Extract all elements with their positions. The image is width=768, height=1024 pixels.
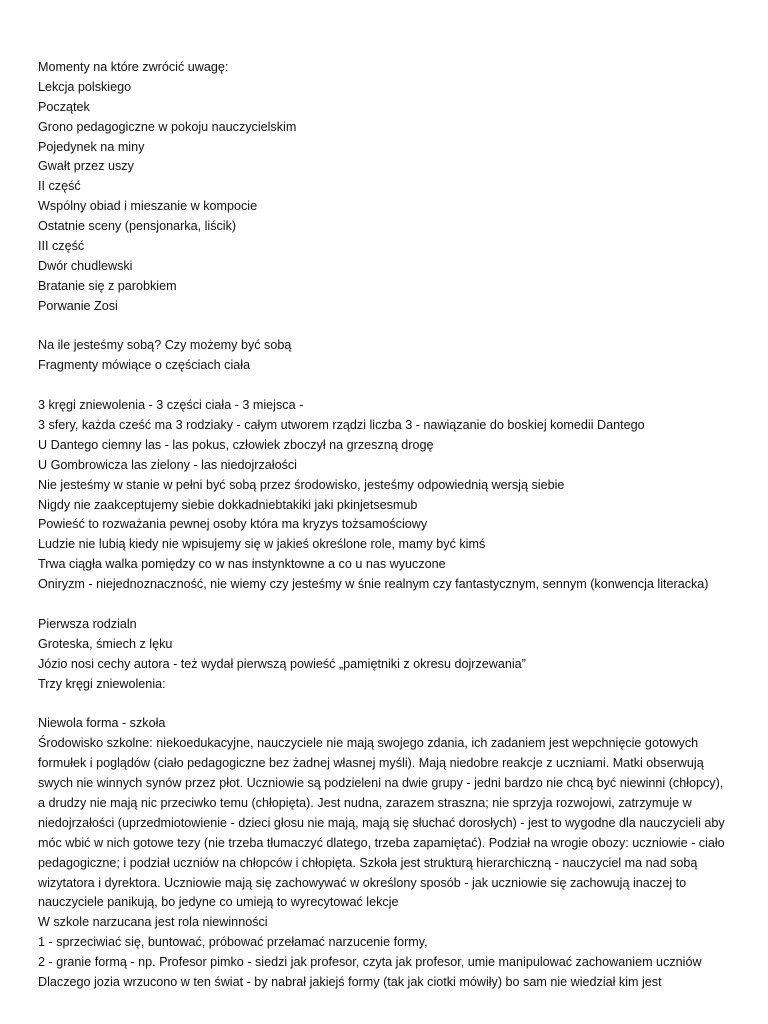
text-line: 3 sfery, każda cześć ma 3 rodziaky - całym utworem rządzi liczba 3 - nawiązanie do boskiej komedii Dantego <box>38 418 645 433</box>
text-line: Powieść to rozważania pewnej osoby która ma kryzys tożsamościowy <box>38 517 428 532</box>
text-line: Trwa ciągła walka pomiędzy co w nas instynktowne a co u nas wyuczone <box>38 557 446 572</box>
blank-line <box>38 595 738 615</box>
text-line: Ludzie nie lubią kiedy nie wpisujemy się w jakieś określone role, mamy być kimś <box>38 537 486 552</box>
document-page <box>38 58 738 993</box>
text-line: Niewola forma - szkoła <box>38 716 166 731</box>
text-line: Groteska, śmiech z lęku <box>38 636 173 651</box>
text-line: 2 - granie formą - np. Profesor pimko - siedzi jak profesor, czyta jak profesor, umie manipulować zachowaniem uczniów <box>38 955 702 970</box>
text-line: Początek <box>38 99 90 114</box>
text-line: Dwór chudlewski <box>38 258 133 273</box>
text-line: Oniryzm - niejednoznaczność, nie wiemy czy jesteśmy w śnie realnym czy fantastycznym, sennym (konwencja literacka) <box>38 577 709 592</box>
text-line: nauczyciele panikują, bo jedyne co umieją to wyrecytować lekcje <box>38 895 399 910</box>
text-line: pedagogiczne; i podział uczniów na chłopców i chłopięta. Szkoła jest strukturą hierarchiczną - nauczyciel ma nad sobą <box>38 855 698 870</box>
text-line: III część <box>38 239 85 254</box>
text-line: II część <box>38 179 81 194</box>
text-line: Józio nosi cechy autora - też wydał pierwszą powieść „pamiętniki z okresu dojrzewania” <box>38 656 526 671</box>
text-line: a drudzy nie mają nic przeciwko temu (chłopięta). Jest nudna, zarazem straszna; nie sprzyja rozwojowi, zatrzymuje w <box>38 795 692 810</box>
text-line: U Dantego ciemny las - las pokus, człowiek zboczył na grzeszną drogę <box>38 437 434 452</box>
text-line: wizytatora i dyrektora. Uczniowie mają się zachowywać w określony sposób - jak uczniowie się zachowują inaczej to <box>38 875 687 890</box>
text-line: W szkole narzucana jest rola niewinności <box>38 915 268 930</box>
text-line: 3 kręgi zniewolenia - 3 części ciała - 3 miejsca - <box>38 398 304 413</box>
text-line: móc wbić w nich gotowe tezy (nie trzeba tłumaczyć dlatego, trzeba zapamiętać). Podział na wrogie obozy: uczniowie - ciało <box>38 835 725 850</box>
text-line: formułek i poglądów (ciało pedagogiczne bez żadnej własnej myśli). Mają niedobre reakcje z uczniami. Matki obserwują <box>38 756 704 771</box>
blank-line <box>38 376 738 396</box>
text-line: Nigdy nie zaakceptujemy siebie dokkadniebtakiki jaki pkinjetsesmub <box>38 497 418 512</box>
text-line: Pojedynek na miny <box>38 139 145 154</box>
text-line: niedojrzałości (uprzedmiotowienie - dzieci głosu nie mają, mają się słuchać dorosłych) - jest to wygodne dla nauczycieli aby <box>38 815 725 830</box>
text-line: Porwanie Zosi <box>38 298 118 313</box>
blank-line <box>38 317 738 337</box>
blank-line <box>38 695 738 715</box>
text-line: Nie jesteśmy w stanie w pełni być sobą przez środowisko, jesteśmy odpowiednią wersją siebie <box>38 477 565 492</box>
text-line: Pierwsza rodzialn <box>38 616 137 631</box>
text-line: Fragmenty mówiące o częściach ciała <box>38 358 251 373</box>
text-line: Momenty na które zwrócić uwagę: <box>38 60 229 74</box>
text-line: Na ile jesteśmy sobą? Czy możemy być sobą <box>38 338 292 353</box>
text-line: Gwałt przez uszy <box>38 159 134 174</box>
text-line: Bratanie się z parobkiem <box>38 278 177 293</box>
text-line: Lekcja polskiego <box>38 79 132 94</box>
text-line: U Gombrowicza las zielony - las niedojrzałości <box>38 457 297 472</box>
text-line: Trzy kręgi zniewolenia: <box>38 676 166 691</box>
text-line: Wspólny obiad i mieszanie w kompocie <box>38 199 258 214</box>
text-line: Grono pedagogiczne w pokoju nauczycielskim <box>38 119 297 134</box>
text-line: 1 - sprzeciwiać się, buntować, próbować przełamać narzucenie formy, <box>38 935 428 950</box>
text-line: Ostatnie sceny (pensjonarka, liścik) <box>38 219 237 234</box>
text-line: Środowisko szkolne: niekoedukacyjne, nauczyciele nie mają swojego zdania, ich zadaniem jest wepchnięcie gotowych <box>38 736 699 751</box>
text-line: Dlaczego jozia wrzucono w ten świat - by nabrał jakiejś formy (tak jak ciotki mówiły) bo sam nie wiedział kim jest <box>38 974 662 989</box>
text-line: swych nie winnych synów przez płot. Uczniowie są podzieleni na dwie grupy - jedni bardzo nie chcą być niewinni (chłopcy), <box>38 776 724 791</box>
